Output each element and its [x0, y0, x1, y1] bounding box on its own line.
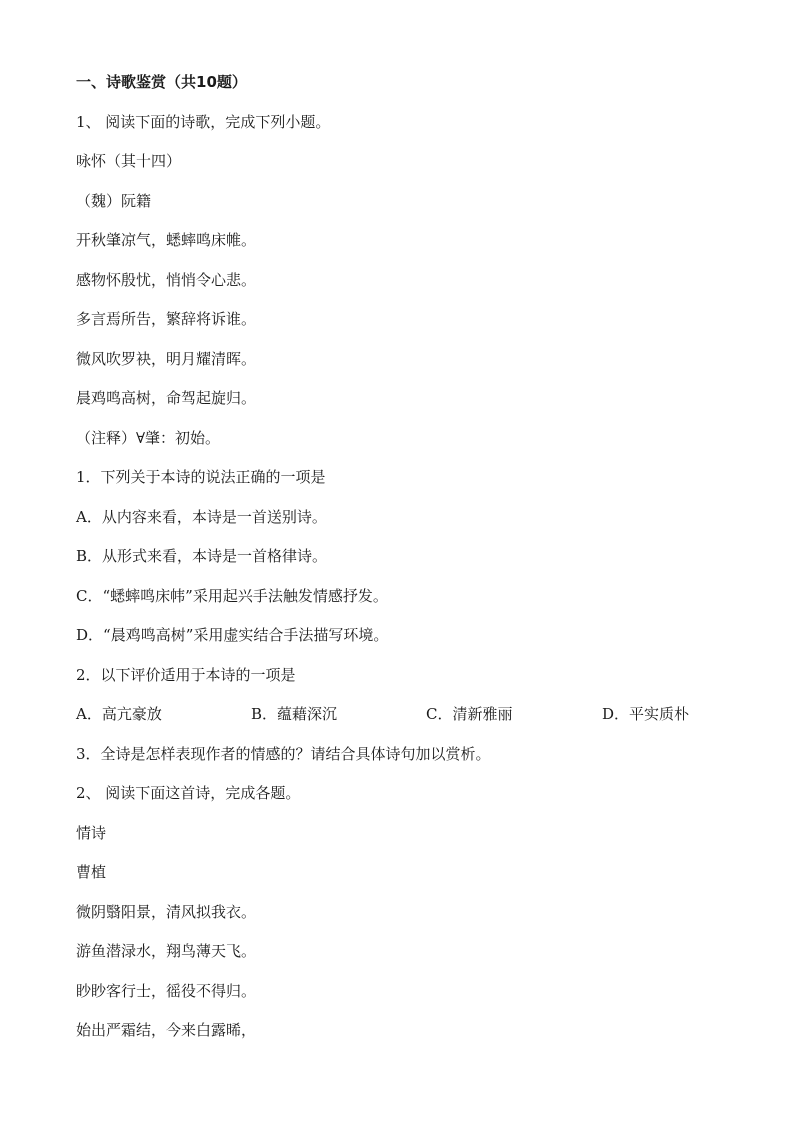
- sub-question-2-options: [76, 704, 726, 724]
- poem-1-line: 开秋肇凉气，蟋蟀鸣床帷。: [76, 231, 257, 249]
- poem-1-line: 多言焉所告，繁辞将诉谁。: [76, 310, 257, 328]
- poem-2-title: 情诗: [76, 823, 107, 842]
- option-b: B．蕴藉深沉: [251, 705, 338, 723]
- sub-question-1-stem: 1．下列关于本诗的说法正确的一项是: [76, 468, 326, 486]
- poem-1-note: （注释）∀肇：初始。: [76, 428, 221, 447]
- option-a: A．从内容来看，本诗是一首送别诗。: [76, 507, 327, 526]
- poem-1-line: 微风吹罗袂，明月耀清晖。: [76, 349, 257, 368]
- sub-question-2-stem: 2．以下评价适用于本诗的一项是: [76, 665, 296, 684]
- poem-2-author: 曹植: [76, 863, 107, 881]
- sub-question-3-stem: 3．全诗是怎样表现作者的情感的？请结合具体诗句加以赏析。: [76, 744, 491, 763]
- question-2-intro: 2、 阅读下面这首诗，完成各题。: [76, 784, 301, 802]
- option-a: A．高亢豪放: [76, 705, 162, 723]
- option-c: C．“蟋蟀鸣床帏”采用起兴手法触发情感抒发。: [76, 586, 388, 605]
- poem-2-line: 始出严霜结，今来白露晞，: [76, 1021, 257, 1039]
- option-b: B．从形式来看，本诗是一首格律诗。: [76, 547, 328, 565]
- poem-1-title: 咏怀（其十四）: [76, 152, 182, 170]
- poem-1-line: 感物怀殷忧，悄悄令心悲。: [76, 270, 257, 289]
- poem-2-line: 微阴翳阳景，清风拟我衣。: [76, 902, 257, 921]
- option-c: C．清新雅丽: [426, 705, 513, 723]
- poem-1-author: （魏）阮籍: [76, 191, 152, 210]
- poem-1-line: 晨鸡鸣高树，命驾起旋归。: [76, 389, 257, 407]
- poem-2-line: 眇眇客行士，徭役不得归。: [76, 981, 257, 1000]
- poem-2-line: 游鱼潜渌水，翔鸟薄天飞。: [76, 942, 257, 960]
- section-heading: 一、诗歌鉴赏（共10题）: [76, 73, 247, 91]
- question-1-intro: 1、 阅读下面的诗歌，完成下列小题。: [76, 112, 331, 131]
- option-d: D．平实质朴: [602, 705, 690, 723]
- document-page: [76, 72, 726, 1060]
- option-d: D．“晨鸡鸣高树”采用虚实结合手法描写环境。: [76, 626, 389, 644]
